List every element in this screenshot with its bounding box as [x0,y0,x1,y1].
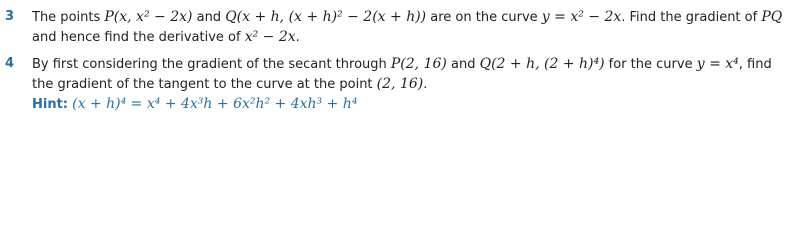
text-segment: The points [32,10,105,25]
math-point-q: Q(x + h, (x + h)² − 2(x + h)) [225,9,427,25]
text-segment: are on the curve [426,10,542,25]
math-point: (2, 16) [376,76,424,92]
math-point-p: P(2, 16) [390,56,447,72]
text-segment: and [446,57,480,72]
text-segment: . Find the gradient of [621,10,762,25]
question-text [32,7,790,47]
question-number: 4 [5,56,15,71]
hint-line [32,94,790,114]
math-curve-equation: y = x² − 2x [541,9,622,25]
text-segment: and hence find the derivative of [32,30,245,45]
text-segment: . [423,77,428,92]
text-segment: , find [738,57,772,72]
text-segment: . [295,30,300,45]
text-segment: for the curve [604,57,697,72]
math-point-p: P(x, x² − 2x) [104,9,193,25]
hint-expansion: (x + h)⁴ = x⁴ + 4x³h + 6x²h² + 4xh³ + h⁴ [72,96,358,112]
math-curve-equation: y = x⁴ [696,56,739,72]
math-segment-pq: PQ [761,9,783,25]
question-line [32,27,790,47]
question-text [32,54,790,114]
question-number: 3 [5,9,15,24]
text-segment: By first considering the gradient of the secant through [32,57,391,72]
text-segment: and [192,10,226,25]
math-expression: x² − 2x [244,29,296,45]
question-line [32,74,790,94]
question-line [32,54,790,74]
question-line [32,7,790,27]
math-point-q: Q(2 + h, (2 + h)⁴) [479,56,605,72]
text-segment: the gradient of the tangent to the curve at the point [32,77,377,92]
hint-label: Hint: [32,97,69,112]
